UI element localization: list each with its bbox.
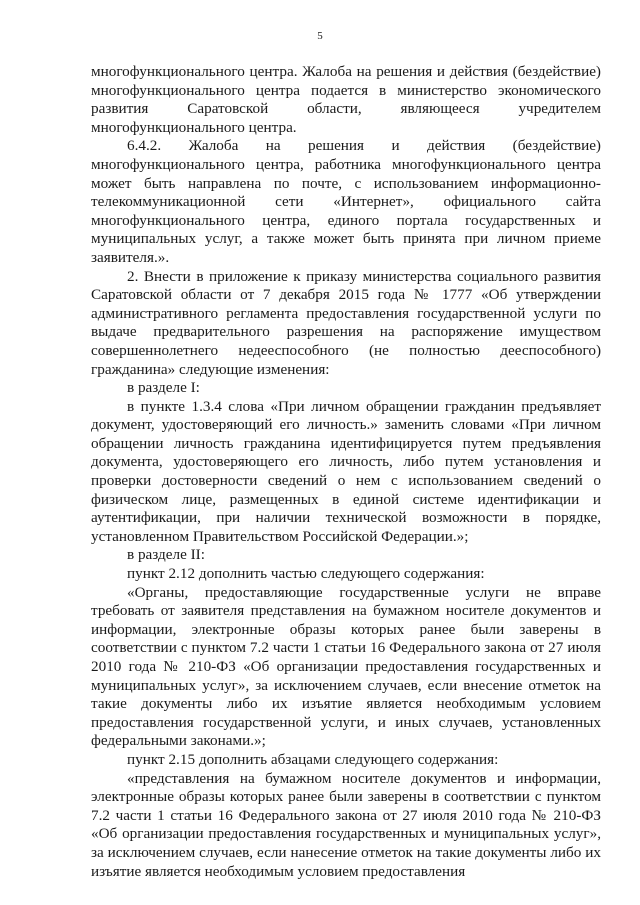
- paragraph-item-2: 2. Внести в приложение к приказу министерства социального развития Саратовской области от 7 декабря 2015 года № 1777 «Об утверждении административного регламента предоставления государственной услуги по выдаче предварительного разрешения на распоряжение имуществом совершеннолетнего недееспособного (не полностью дееспособного) гражданина» следующие изменения:: [91, 267, 601, 378]
- paragraph-6-4-2: 6.4.2. Жалоба на решения и действия (бездействие) многофункционального центра, работника многофункционального центра может быть направлена по почте, с использованием информационно-телекоммуникационной сети «Интернет», официального сайта многофункционального центра, единого портала государственных и муниципальных услуг, а также может быть принята при личном приеме заявителя.».: [91, 137, 601, 266]
- paragraph-section-1: в разделе I:: [127, 379, 200, 397]
- page-number: 5: [317, 30, 323, 42]
- paragraph-point-2-15: пункт 2.15 дополнить абзацами следующего содержания:: [127, 750, 499, 768]
- paragraph-point-2-12: пункт 2.12 дополнить частью следующего содержания:: [127, 565, 485, 583]
- document-body: [91, 63, 601, 881]
- paragraph-quote-organs: «Органы, предоставляющие государственные услуги не вправе требовать от заявителя представления на бумажном носителе документов и информации, электронные образы которых ранее были заверены в соответствии с пунктом 7.2 части 1 статьи 16 Федерального закона от 27 июля 2010 года № 210-ФЗ «Об организации предоставления государственных и муниципальных услуг», за исключением случаев, если внесение отметок на такие документы либо их изъятие является необходимым условием предоставления государственной услуги, и иных случаев, установленных федеральными законами.»;: [91, 583, 601, 750]
- paragraph-point-1-3-4: в пункте 1.3.4 слова «При личном обращении гражданин предъявляет документ, удостоверяющий его личность.» заменить словами «При личном обращении личность гражданина идентифицируется путем предъявления документа, удостоверяющего его личность, либо путем установления и проверки достоверности сведений о нем с использованием сведений о физическом лице, размещенных в единой системе идентификации и аутентификации, при наличии технической возможности в порядке, установленном Правительством Российской Федерации.»;: [91, 397, 601, 545]
- paragraph-continuation: многофункционального центра. Жалоба на решения и действия (бездействие) многофункционального центра подается в министерство экономического развития Саратовской области, являющееся учредителем многофункционального центра.: [91, 63, 601, 136]
- paragraph-quote-representation: «представления на бумажном носителе документов и информации, электронные образы которых ранее были заверены в соответствии с пунктом 7.2 части 1 статьи 16 Федерального закона от 27 июля 2010 года № 210-ФЗ «Об организации предоставления государственных и муниципальных услуг», за исключением случаев, если нанесение отметок на такие документы либо их изъятие является необходимым условием предоставления: [91, 769, 601, 880]
- paragraph-section-2: в разделе II:: [127, 546, 205, 564]
